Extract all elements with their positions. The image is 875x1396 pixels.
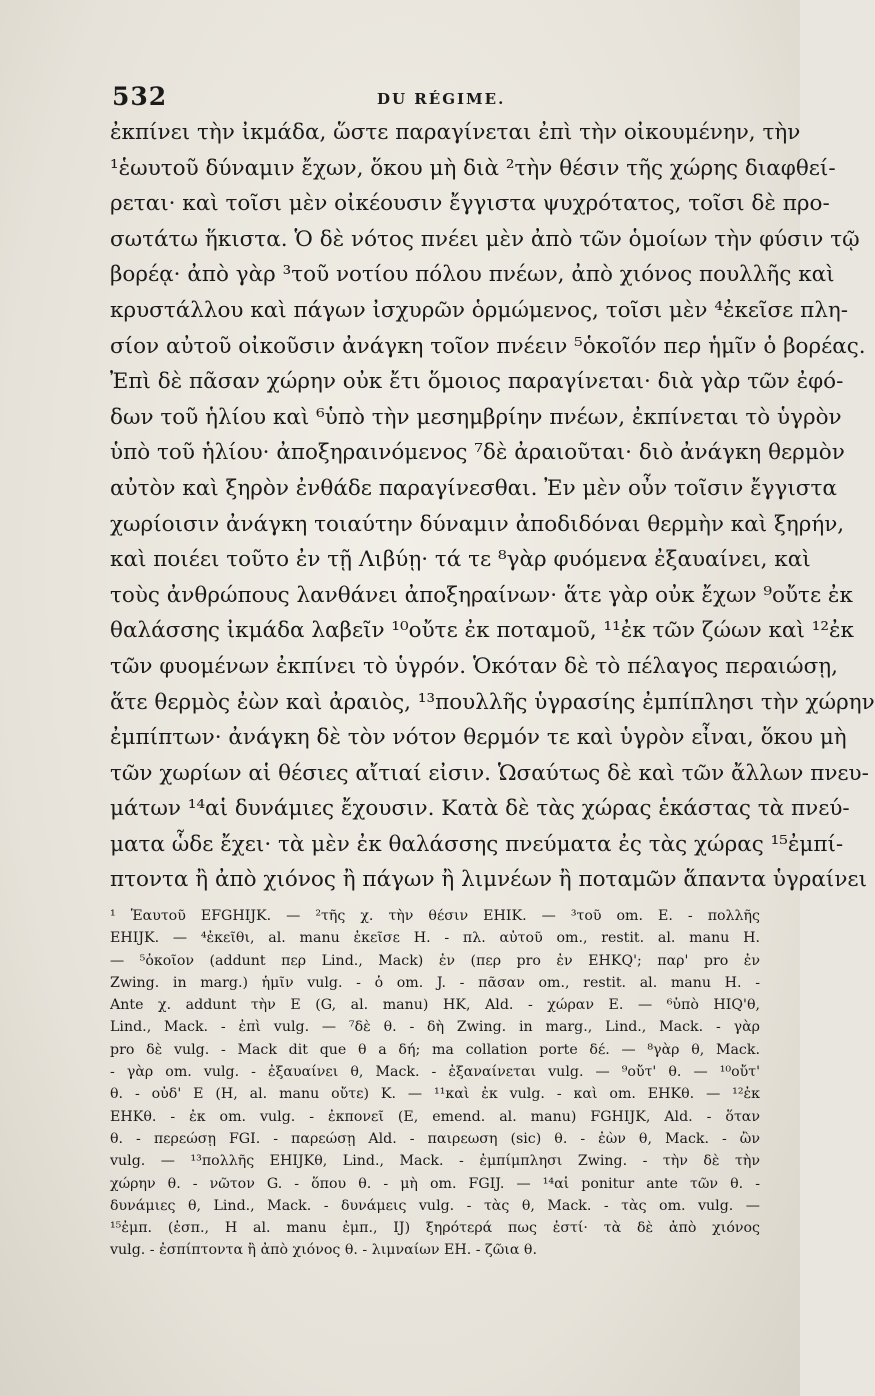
text-line: τοὺς ἀνθρώπους λανθάνει ἀποξηραίνων· ἅτε γὰρ οὐκ ἔχων ⁹οὔτε ἐκ — [110, 582, 853, 608]
footnote-line: Ante χ. addunt τὴν E (G, al. manu) HK, Ald. - χώραν E. — ⁶ὑπὸ HIQ'θ, — [110, 997, 760, 1014]
text-line: Ἐπὶ δὲ πᾶσαν χώρην οὐκ ἔτι ὅμοιος παραγίνεται· διὰ γὰρ τῶν ἐφό- — [110, 369, 844, 395]
footnote-line: θ. - οὐδ' E (H, al. manu οὔτε) K. — ¹¹καὶ ἐκ vulg. - καὶ om. EHKθ. — ¹²ἐκ — [110, 1086, 760, 1103]
text-line: θαλάσσης ἰκμάδα λαβεῖν ¹⁰οὔτε ἐκ ποταμοῦ, ¹¹ἐκ τῶν ζώων καὶ ¹²ἐκ — [110, 618, 854, 644]
footnote-line: ¹⁵ἐμπ. (ἐσπ., H al. manu ἐμπ., IJ) ξηρότερά πως ἐστί· τὰ δὲ ἀπὸ χιόνος — [110, 1220, 760, 1237]
text-line: κρυστάλλου καὶ πάγων ἰσχυρῶν ὁρμώμενος, τοῖσι μὲν ⁴ἐκεῖσε πλη- — [110, 297, 849, 323]
text-line: ὑπὸ τοῦ ἡλίου· ἀποξηραινόμενος ⁷δὲ ἀραιοῦται· διὸ ἀνάγκη θερμὸν — [110, 440, 845, 466]
text-line: ματα ὧδε ἔχει· τὰ μὲν ἐκ θαλάσσης πνεύματα ἐς τὰς χώρας ¹⁵ἐμπί- — [110, 831, 844, 857]
text-line: ἐκπίνει τὴν ἰκμάδα, ὥστε παραγίνεται ἐπὶ τὴν οἰκουμένην, τὴν — [110, 120, 801, 145]
text-line: τῶν χωρίων αἱ θέσιες αἴτιαί εἰσιν. Ὡσαύτως δὲ καὶ τῶν ἄλλων πνευ- — [110, 760, 869, 786]
text-line: ἐμπίπτων· ἀνάγκη δὲ τὸν νότον θερμόν τε καὶ ὑγρὸν εἶναι, ὅκου μὴ — [110, 725, 847, 751]
text-line: αὐτὸν καὶ ξηρὸν ἐνθάδε παραγίνεσθαι. Ἐν μὲν οὖν τοῖσιν ἔγγιστα — [110, 475, 837, 501]
footnote-line: χώρην θ. - νῶτον G. - ὅπου θ. - μὴ om. FGIJ. — ¹⁴αἱ ponitur ante τῶν θ. - — [110, 1175, 760, 1192]
main-text-block — [110, 115, 875, 898]
footnote-line: δυνάμιες θ, Lind., Mack. - δυνάμεις vulg. - τὰς θ, Mack. - τὰς om. vulg. — — [110, 1197, 760, 1214]
text-line: σίον αὐτοῦ οἰκοῦσιν ἀνάγκη τοῖον πνέειν ⁵ὁκοῖόν περ ἡμῖν ὁ βορέας. — [110, 333, 866, 359]
footnote-line: Lind., Mack. - ἐπὶ vulg. — ⁷δὲ θ. - δὴ Zwing. in marg., Lind., Mack. - γὰρ — [110, 1019, 760, 1036]
text-line: πτοντα ἢ ἀπὸ χιόνος ἢ πάγων ἢ λιμνέων ἢ ποταμῶν ἅπαντα ὑγραίνει — [110, 867, 868, 893]
text-line: τῶν φυομένων ἐκπίνει τὸ ὑγρόν. Ὁκόταν δὲ τὸ πέλαγος περαιώσῃ, — [110, 653, 838, 679]
running-head: DU RÉGIME. — [377, 90, 506, 108]
page-number: 532 — [112, 82, 168, 111]
footnotes-block — [110, 905, 760, 1262]
footnote-line: EHIJK. — ⁴ἐκεῖθι, al. manu ἐκεῖσε H. - πλ. αὐτοῦ om., restit. al. manu H. — [110, 930, 760, 947]
text-line: καὶ ποιέει τοῦτο ἐν τῇ Λιβύῃ· τά τε ⁸γὰρ φυόμενα ἐξαυαίνει, καὶ — [110, 547, 811, 573]
footnote-line: vulg. — ¹³πολλῆς EHIJKθ, Lind., Mack. - ἐμπίμπλησι Zwing. - τὴν δὲ τὴν — [110, 1153, 760, 1170]
text-line: ἅτε θερμὸς ἐὼν καὶ ἀραιὸς, ¹³πουλλῆς ὑγρασίης ἐμπίπλησι τὴν χώρην — [110, 689, 875, 715]
text-line: δων τοῦ ἡλίου καὶ ⁶ὑπὸ τὴν μεσημβρίην πνέων, ἐκπίνεται τὸ ὑγρὸν — [110, 404, 842, 430]
page-header — [112, 82, 752, 114]
footnote-line: vulg. - ἐσπίπτοντα ἢ ἀπὸ χιόνος θ. - λιμναίων EH. - ζῶια θ. — [110, 1242, 537, 1259]
footnote-line: — ⁵ὁκοῖον (addunt περ Lind., Mack) ἐν (περ pro ἐν EHKQ'; παρ' pro ἐν — [110, 952, 760, 969]
text-line: ¹ἑωυτοῦ δύναμιν ἔχων, ὅκου μὴ διὰ ²τὴν θέσιν τῆς χώρης διαφθεί- — [110, 155, 836, 181]
footnote-line: pro δὲ vulg. - Mack dit que θ a δή; ma collation porte δέ. — ⁸γὰρ θ, Mack. — [110, 1041, 760, 1058]
footnote-line: - γὰρ om. vulg. - ἐξαυαίνει θ, Mack. - ἐξαναίνεται vulg. — ⁹οὔτ' θ. — ¹⁰οὔτ' — [110, 1064, 760, 1081]
footnote-line: EHKθ. - ἐκ om. vulg. - ἐκπονεῖ (E, emend. al. manu) FGHIJK, Ald. - ὅταν — [110, 1108, 760, 1125]
text-line: μάτων ¹⁴αἱ δυνάμιες ἔχουσιν. Κατὰ δὲ τὰς χώρας ἑκάστας τὰ πνεύ- — [110, 796, 850, 822]
text-line: σωτάτω ἥκιστα. Ὁ δὲ νότος πνέει μὲν ἀπὸ τῶν ὁμοίων τὴν φύσιν τῷ — [110, 226, 860, 252]
footnote-line: ¹ Ἑαυτοῦ EFGHIJK. — ²τῆς χ. τὴν θέσιν EHIK. — ³τοῦ om. E. - πολλῆς — [110, 908, 760, 924]
text-line: ρεται· καὶ τοῖσι μὲν οἰκέουσιν ἔγγιστα ψυχρότατος, τοῖσι δὲ προ- — [110, 191, 830, 217]
footnote-line: θ. - περεώσῃ FGI. - παρεώσῃ Ald. - παιρεωση (sic) θ. - ἐὼν θ, Mack. - ὢν — [110, 1130, 760, 1147]
footnote-line: Zwing. in marg.) ἡμῖν vulg. - ὁ om. J. - πᾶσαν om., restit. al. manu H. - — [110, 974, 760, 991]
text-line: βορέᾳ· ἀπὸ γὰρ ³τοῦ νοτίου πόλου πνέων, ἀπὸ χιόνος πουλλῆς καὶ — [110, 262, 835, 288]
text-line: χωρίοισιν ἀνάγκη τοιαύτην δύναμιν ἀποδιδόναι θερμὴν καὶ ξηρήν, — [110, 511, 845, 537]
